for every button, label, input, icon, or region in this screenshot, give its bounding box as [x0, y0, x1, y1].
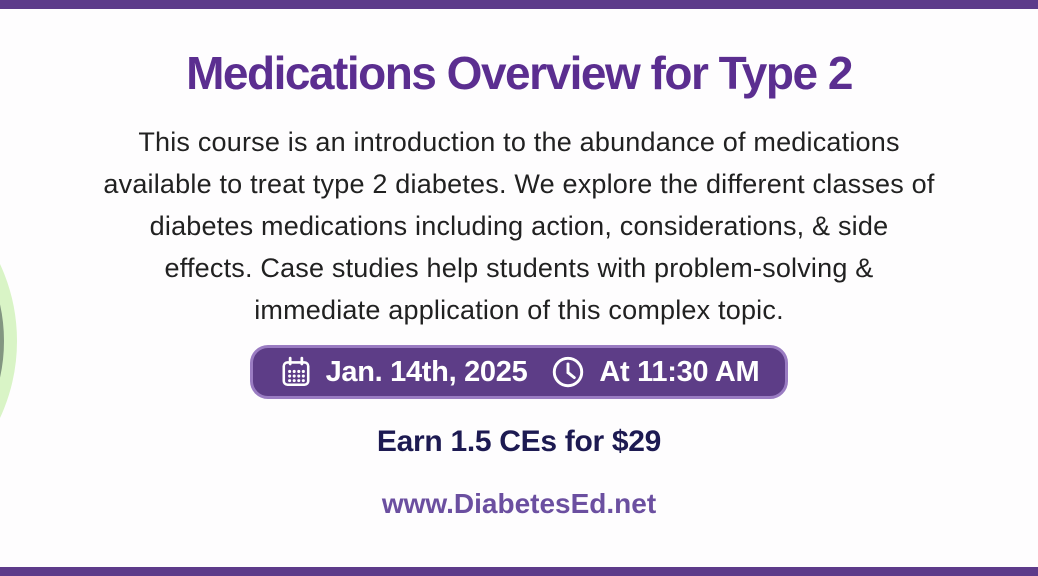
event-date: Jan. 14th, 2025 [325, 355, 528, 388]
bottom-border-bar [0, 567, 1038, 576]
page-title: Medications Overview for Type 2 [186, 47, 852, 99]
schedule-pill [250, 345, 789, 399]
course-description [0, 121, 1038, 331]
description-line: diabetes medications including action, considerations, & side [149, 211, 889, 241]
website-link[interactable]: www.DiabetesEd.net [381, 488, 657, 519]
description-line: available to treat type 2 diabetes. We explore the different classes of [103, 169, 935, 199]
flyer-content [0, 9, 1038, 520]
calendar-icon [279, 355, 313, 389]
pricing-text: Earn 1.5 CEs for $29 [376, 425, 662, 458]
description-line: immediate application of this complex topic. [254, 295, 784, 325]
clock-icon [550, 354, 586, 390]
event-time: At 11:30 AM [599, 355, 760, 388]
description-line: effects. Case studies help students with problem-solving & [164, 253, 874, 283]
description-line: This course is an introduction to the abundance of medications [138, 127, 900, 157]
top-border-bar [0, 0, 1038, 9]
